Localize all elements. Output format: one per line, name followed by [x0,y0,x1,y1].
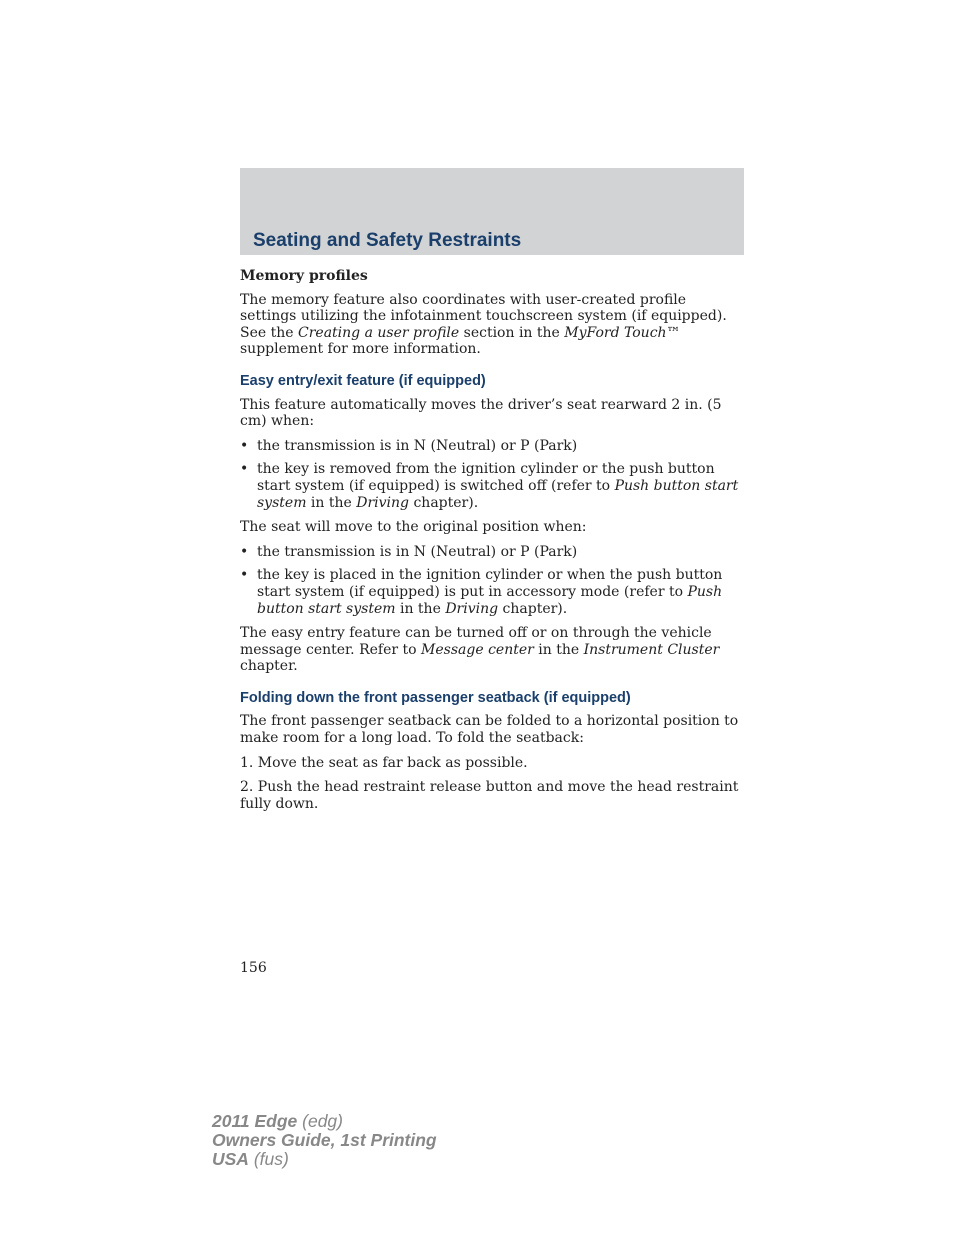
text-run: The easy entry feature can be turned off or on through the vehicle message center. Refer to [240,625,712,658]
italic-reference: Creating a user profile [298,324,460,341]
easy-entry-closing-paragraph [240,625,744,675]
document-footer [212,1112,437,1169]
list-item-text: the transmission is in N (Neutral) or P (Park) [257,437,578,454]
return-position-intro: The seat will move to the original position when: [240,519,587,536]
easy-entry-conditions-list [240,438,744,511]
text-run: in the [306,494,357,511]
text-run: The memory feature also coordinates with user-created profile settings utilizing the infotainment touchscreen system (if equipped). See the [240,291,727,341]
footer-printing: Owners Guide, 1st Printing [212,1130,437,1150]
text-run: section in the [459,324,565,341]
footer-line-1 [212,1112,437,1131]
return-conditions-list [240,544,744,617]
footer-market-code: (fus) [248,1149,289,1169]
footer-line-2 [212,1131,437,1150]
italic-reference: Driving [356,494,410,511]
memory-profiles-paragraph [240,292,744,358]
memory-profiles-heading: Memory profiles [240,268,368,284]
page-content [240,268,744,820]
text-run: the key is removed from the ignition cylinder or the push button start system (if equipped) is switched off (refer to [257,461,715,494]
section-header-band [240,168,744,255]
text-run: the key is placed in the ignition cylinder or when the push button start system (if equipped) is put in accessory mode (refer to [257,567,723,600]
folding-step-1: 1. Move the seat as far back as possible. [240,754,528,771]
italic-reference: Instrument Cluster [583,641,720,658]
bullet-icon: • [240,461,249,478]
footer-market: USA [212,1149,249,1169]
text-run: chapter). [498,600,568,617]
footer-model-code: (edg) [297,1111,343,1131]
text-run: in the [533,641,584,658]
folding-intro: The front passenger seatback can be folded to a horizontal position to make room for a long load. To fold the seatback: [240,713,739,747]
text-run: chapter. [240,658,298,675]
text-run: chapter). [409,494,479,511]
list-item-text: the transmission is in N (Neutral) or P (Park) [257,543,578,560]
folding-seatback-heading: Folding down the front passenger seatback (if equipped) [240,689,631,706]
section-title: Seating and Safety Restraints [253,230,522,251]
italic-reference: Push button start system [257,583,723,617]
easy-entry-intro: This feature automatically moves the driver’s seat rearward 2 in. (5 cm) when: [240,396,722,430]
italic-reference: Message center [421,641,534,658]
folding-step-2: 2. Push the head restraint release button and move the head restraint fully down. [240,779,739,812]
bullet-icon: • [240,543,249,560]
text-run: supplement for more information. [240,341,481,358]
italic-reference: Push button start system [257,477,739,511]
list-item [240,567,744,617]
italic-reference: MyFord Touch™ [564,324,681,341]
bullet-icon: • [240,567,249,584]
page-number: 156 [240,960,267,976]
easy-entry-heading: Easy entry/exit feature (if equipped) [240,372,486,389]
list-item [240,461,744,511]
bullet-icon: • [240,437,249,454]
footer-line-3 [212,1150,437,1169]
list-item [240,544,744,561]
list-item [240,438,744,455]
italic-reference: Driving [445,600,499,617]
footer-model: 2011 Edge [212,1111,298,1131]
text-run: in the [395,600,446,617]
